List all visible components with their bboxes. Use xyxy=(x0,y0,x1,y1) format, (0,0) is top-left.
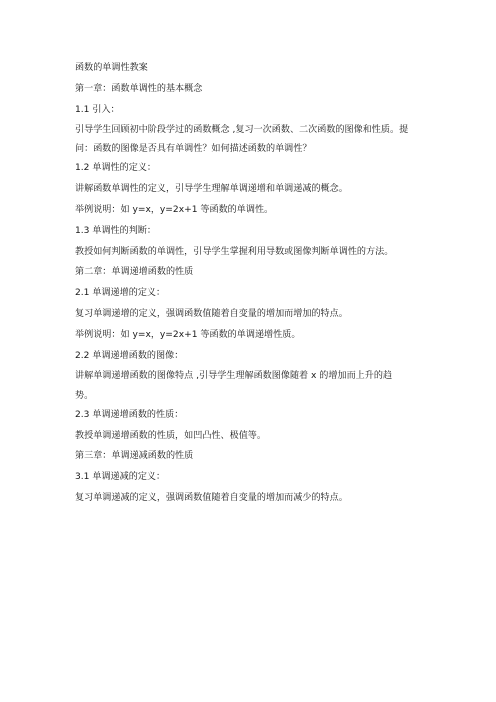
chapter-1-heading: 第一章：函数单调性的基本概念 xyxy=(75,83,203,94)
section-1-2-example: 举例说明：如 y=x，y=2x+1 等函数的单调性。 xyxy=(75,204,274,215)
section-2-2-heading: 2.2 单调递增函数的图像： xyxy=(75,350,184,361)
section-2-1-heading: 2.1 单调递增的定义： xyxy=(75,288,166,299)
section-1-1-paragraph: 引导学生回顾初中阶段学过的函数概念 ,复习一次函数、二次函数的图像和性质。提问：函数的图像是否具有单调性？如何描述函数的单调性？ xyxy=(75,125,409,155)
section-1-2-paragraph: 讲解函数单调性的定义，引导学生理解单调递增和单调递减的概念。 xyxy=(75,184,348,195)
chapter-3-heading: 第三章：单调递减函数的性质 xyxy=(75,451,194,462)
section-3-1-paragraph: 复习单调递减的定义，强调函数值随着自变量的增加而减少的特点。 xyxy=(75,493,348,504)
section-2-3-paragraph: 教授单调递增函数的性质，如凹凸性、极值等。 xyxy=(75,430,266,441)
section-1-1-heading: 1.1 引入： xyxy=(75,104,120,115)
section-2-3-heading: 2.3 单调递增函数的性质： xyxy=(75,409,184,420)
section-2-1-example: 举例说明：如 y=x，y=2x+1 等函数的单调递增性质。 xyxy=(75,329,301,340)
section-1-3-heading: 1.3 单调性的判断： xyxy=(75,225,157,236)
section-1-2-heading: 1.2 单调性的定义： xyxy=(75,163,157,174)
section-2-2-paragraph: 讲解单调递增函数的图像特点 ,引导学生理解函数图像随着 x 的增加而上升的趋势。 xyxy=(75,371,393,401)
section-3-1-heading: 3.1 单调递减的定义： xyxy=(75,472,166,483)
section-2-1-paragraph: 复习单调递增的定义，强调函数值随着自变量的增加而增加的特点。 xyxy=(75,308,348,319)
chapter-2-heading: 第二章：单调递增函数的性质 xyxy=(75,267,194,278)
document-title: 函数的单调性教案 xyxy=(75,63,148,73)
document-body xyxy=(75,62,425,513)
section-1-3-paragraph: 教授如何判断函数的单调性，引导学生掌握利用导数或图像判断单调性的方法。 xyxy=(75,246,394,257)
